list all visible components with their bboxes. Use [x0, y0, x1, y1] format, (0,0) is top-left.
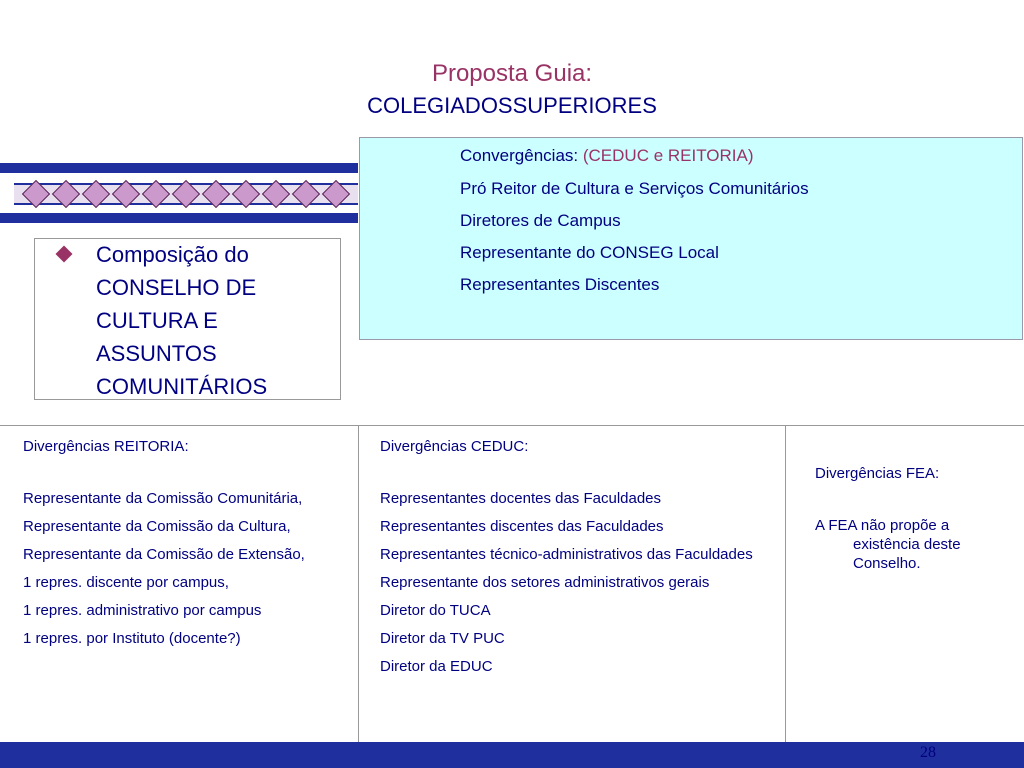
convergencias-item: Pró Reitor de Cultura e Serviços Comunitários	[460, 179, 809, 198]
fea-column	[815, 464, 1010, 582]
diamond-ornament	[232, 180, 260, 208]
reitoria-column	[23, 437, 353, 657]
reitoria-item: Representante da Comissão de Extensão,	[23, 546, 305, 563]
diamond-ornament	[322, 180, 350, 208]
diamond-ornament	[82, 180, 110, 208]
reitoria-item: Representante da Comissão da Cultura,	[23, 518, 291, 535]
convergencias-header	[460, 146, 754, 166]
ceduc-item: Representantes técnico-administrativos das Faculdades	[380, 546, 753, 563]
column-divider	[785, 425, 786, 742]
fea-header: Divergências FEA:	[815, 465, 940, 482]
decor-band-bottom	[0, 213, 358, 223]
convergencias-label: Convergências:	[460, 146, 579, 165]
ceduc-item: Representantes discentes das Faculdades	[380, 518, 664, 535]
slide-title: Proposta Guia:	[431, 60, 593, 87]
ceduc-header: Divergências CEDUC:	[380, 438, 529, 455]
convergencias-item: Representantes Discentes	[460, 275, 660, 294]
reitoria-item: 1 repres. por Instituto (docente?)	[23, 630, 241, 647]
fea-item: A FEA não propõe a existência deste Conselho.	[815, 517, 961, 572]
convergencias-parenthetical: (CEDUC e REITORIA)	[582, 146, 754, 165]
ceduc-item: Diretor da EDUC	[380, 658, 493, 675]
diamond-ornament	[112, 180, 140, 208]
diamond-ornament	[262, 180, 290, 208]
ceduc-item: Representante dos setores administrativos gerais	[380, 574, 710, 591]
ceduc-column	[380, 437, 778, 685]
reitoria-header: Divergências REITORIA:	[23, 438, 189, 455]
page-number: 28	[920, 744, 936, 761]
diamond-ornament	[142, 180, 170, 208]
convergencias-item: Diretores de Campus	[460, 211, 621, 230]
diamond-ornament	[172, 180, 200, 208]
column-divider	[358, 425, 359, 742]
ceduc-item: Diretor da TV PUC	[380, 630, 505, 647]
reitoria-item: Representante da Comissão Comunitária,	[23, 490, 303, 507]
convergencias-box	[359, 137, 1023, 340]
diamond-ornament	[52, 180, 80, 208]
composicao-text: Composição do CONSELHO DE CULTURA E ASSUNTOS COMUNITÁRIOS	[96, 242, 268, 399]
convergencias-item: Representante do CONSEG Local	[460, 243, 719, 262]
diamond-ornament	[292, 180, 320, 208]
footer-bar	[0, 742, 1024, 768]
diamond-strip	[14, 183, 358, 205]
reitoria-item: 1 repres. discente por campus,	[23, 574, 229, 591]
diamond-ornament	[202, 180, 230, 208]
slide-subtitle: COLEGIADOSSUPERIORES	[367, 93, 657, 118]
reitoria-item: 1 repres. administrativo por campus	[23, 602, 262, 619]
ceduc-item: Representantes docentes das Faculdades	[380, 490, 662, 507]
ceduc-item: Diretor do TUCA	[380, 602, 491, 619]
diamond-ornament	[22, 180, 50, 208]
decor-band-top	[0, 163, 358, 173]
